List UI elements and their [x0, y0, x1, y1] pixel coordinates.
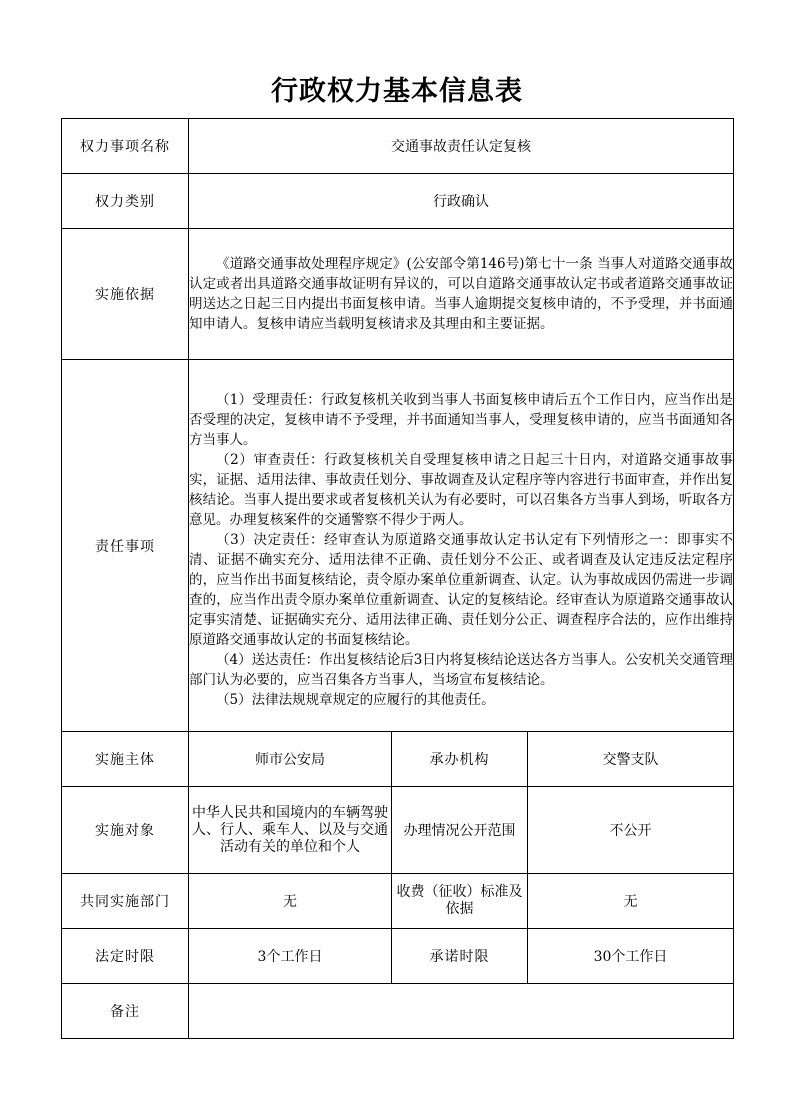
legal-time-label: 法定时限: [62, 929, 189, 984]
page-title: 行政权力基本信息表: [271, 76, 523, 107]
row-power-name: [62, 119, 734, 174]
power-name-value: 交通事故责任认定复核: [189, 119, 734, 174]
fee-standard-label: 收费（征收）标准及依据: [392, 874, 528, 929]
legal-time-value: 3个工作日: [189, 929, 392, 984]
row-subject: [62, 732, 734, 787]
row-time: [62, 929, 734, 984]
promised-time-label: 承诺时限: [392, 929, 528, 984]
power-category-label: 权力类别: [62, 174, 189, 229]
basis-cell: [189, 229, 734, 360]
joint-dept-label: 共同实施部门: [62, 874, 189, 929]
subject-value: 师市公安局: [189, 732, 392, 787]
fee-standard-value: 无: [528, 874, 734, 929]
handling-agency-label: 承办机构: [392, 732, 528, 787]
basis-label: 实施依据: [62, 229, 189, 360]
row-responsibility: [62, 360, 734, 732]
row-joint: [62, 874, 734, 929]
responsibility-item: （2）审查责任：行政复核机关自受理复核申请之日起三十日内，对道路交通事故事实，证据、适用法律、事故责任划分、事故调查及认定程序等内容进行书面审查，并作出复核结论。当事人提出要求或者复核机关认为有必要时，可以召集各方当事人到场，听取各方意见。办理复核案件的交通警察不得少于两人。: [189, 452, 733, 528]
responsibility-label: 责任事项: [62, 360, 189, 732]
row-basis: [62, 229, 734, 360]
info-table: [61, 118, 734, 1039]
power-category-value: 行政确认: [189, 174, 734, 229]
object-value: 中华人民共和国境内的车辆驾驶人、行人、乘车人、以及与交通活动有关的单位和个人: [189, 787, 392, 874]
disclosure-scope-value: 不公开: [528, 787, 734, 874]
remarks-value: [189, 984, 734, 1039]
object-label: 实施对象: [62, 787, 189, 874]
power-name-label: 权力事项名称: [62, 119, 189, 174]
disclosure-scope-label: 办理情况公开范围: [392, 787, 528, 874]
responsibility-item: （4）送达责任：作出复核结论后3日内将复核结论送达各方当事人。公安机关交通管理部门认为必要的，应当召集各方当事人，当场宣布复核结论。: [189, 652, 733, 688]
responsibility-cell: [189, 360, 734, 732]
responsibility-item: （3）决定责任：经审查认为原道路交通事故认定书认定有下列情形之一：即事实不清、证据不确实充分、适用法律不正确、责任划分不公正、或者调查及认定违反法定程序的，应当作出书面复核结论，责令原办案单位重新调查、认定。认为事故成因仍需进一步调查的，应当作出责令原办案单位重新调查、认定的复核结论。经审查认为原道路交通事故认定事实清楚、证据确实充分、适用法律正确、责任划分公正、调查程序合法的，应作出维持原道路交通事故认定的书面复核结论。: [189, 532, 733, 648]
subject-label: 实施主体: [62, 732, 189, 787]
joint-dept-value: 无: [189, 874, 392, 929]
basis-text: 《道路交通事故处理程序规定》(公安部令第146号)第七十一条 当事人对道路交通事故认定或者出具道路交通事故证明有异议的，可以自道路交通事故认定书或者道路交通事故证明送达之日起三日内提出书面复核申请。当事人逾期提交复核申请的，不予受理，并书面通知申请人。复核申请应当载明复核请求及其理由和主要证据。: [189, 256, 733, 332]
row-object: [62, 787, 734, 874]
remarks-label: 备注: [62, 984, 189, 1039]
row-remarks: [62, 984, 734, 1039]
row-power-category: [62, 174, 734, 229]
responsibility-item: （5）法律法规规章规定的应履行的其他责任。: [216, 692, 495, 708]
promised-time-value: 30个工作日: [528, 929, 734, 984]
handling-agency-value: 交警支队: [528, 732, 734, 787]
responsibility-item: （1）受理责任：行政复核机关收到当事人书面复核申请后五个工作日内，应当作出是否受理的决定，复核申请不予受理，并书面通知当事人，受理复核申请的，应当书面通知各方当事人。: [189, 392, 733, 448]
